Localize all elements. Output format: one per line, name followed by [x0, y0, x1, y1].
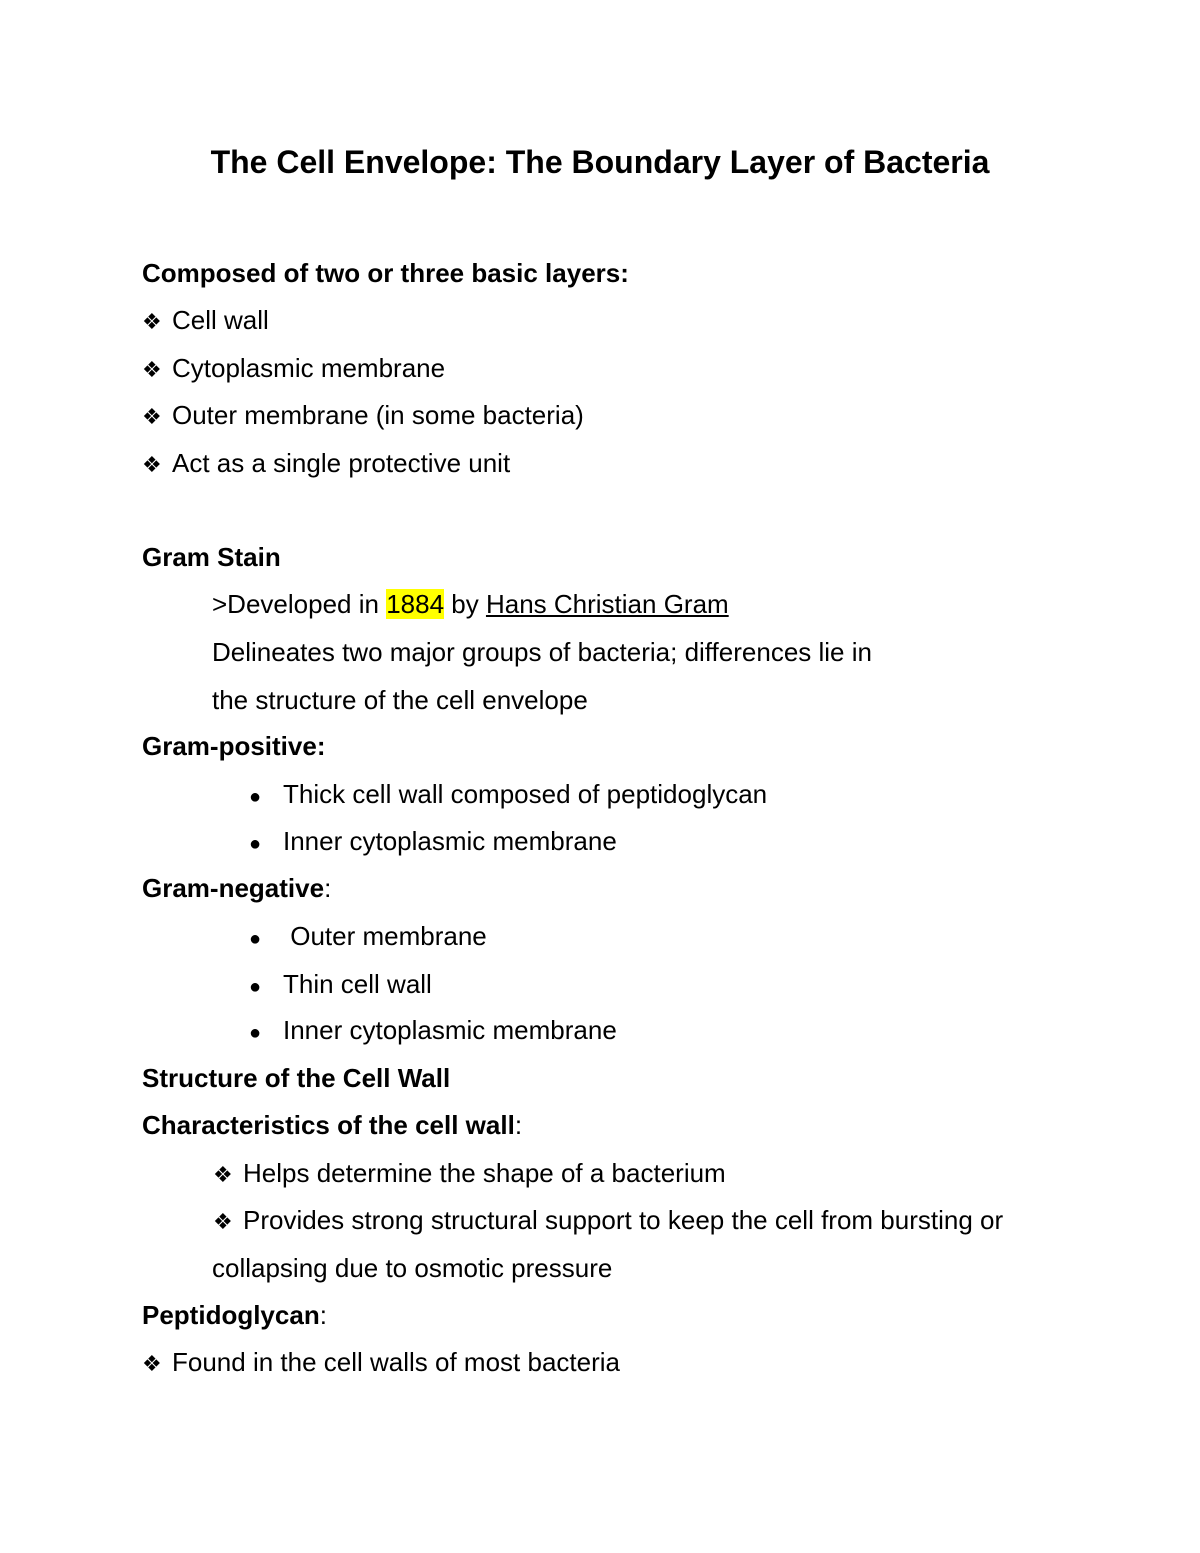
list-item-continuation: collapsing due to osmotic pressure — [212, 1253, 613, 1283]
list-item — [213, 1204, 1003, 1238]
diamond-bullet-icon: ❖ — [142, 309, 162, 334]
delineates-line-2: the structure of the cell envelope — [212, 685, 588, 715]
list-item-text: Helps determine the shape of a bacterium — [243, 1158, 726, 1188]
list-item-text: Thin cell wall — [283, 969, 432, 999]
list-item — [142, 447, 510, 481]
characteristics-heading: Characteristics of the cell wall — [142, 1110, 515, 1140]
diamond-bullet-icon: ❖ — [142, 452, 162, 477]
gram-positive-heading: Gram-positive: — [142, 731, 326, 761]
diamond-bullet-icon: ❖ — [142, 357, 162, 382]
list-item — [249, 1014, 617, 1049]
dot-bullet-icon: ● — [249, 786, 262, 808]
list-item — [142, 1346, 620, 1380]
highlighted-year: 1884 — [386, 589, 445, 619]
diamond-bullet-icon: ❖ — [142, 404, 162, 429]
list-item — [142, 352, 445, 386]
heading-colon: : — [514, 1110, 523, 1140]
gram-negative-heading-line — [142, 872, 331, 904]
list-item-text: Inner cytoplasmic membrane — [283, 1015, 617, 1045]
heading-colon: : — [319, 1300, 327, 1330]
list-item — [249, 778, 767, 813]
developed-prefix: >Developed in — [212, 589, 387, 619]
dot-bullet-icon: ● — [249, 976, 262, 998]
peptidoglycan-heading: Peptidoglycan — [142, 1300, 320, 1330]
list-item — [249, 920, 487, 955]
structure-heading: Structure of the Cell Wall — [142, 1063, 451, 1093]
developed-by: by — [444, 589, 486, 619]
scientist-name: Hans Christian Gram — [485, 589, 729, 619]
diamond-bullet-icon: ❖ — [142, 1351, 162, 1376]
list-item-text: Outer membrane — [283, 921, 487, 951]
list-item — [142, 304, 269, 338]
dot-bullet-icon: ● — [249, 833, 262, 855]
list-item-text: Inner cytoplasmic membrane — [283, 826, 617, 856]
delineates-line-1: Delineates two major groups of bacteria; differences lie in — [212, 637, 872, 667]
dot-bullet-icon: ● — [249, 1022, 262, 1044]
gram-stain-heading: Gram Stain — [142, 542, 281, 572]
list-item-text: Found in the cell walls of most bacteria — [172, 1347, 620, 1377]
list-item — [142, 399, 584, 433]
list-item — [213, 1157, 726, 1191]
list-item-text: Outer membrane (in some bacteria) — [172, 400, 584, 430]
heading-colon: : — [324, 873, 332, 903]
list-item-text: Thick cell wall composed of peptidoglycan — [283, 779, 768, 809]
developed-line — [212, 588, 729, 620]
composed-heading: Composed of two or three basic layers: — [142, 258, 629, 288]
list-item-text: Provides strong structural support to keep the cell from bursting or — [243, 1205, 1004, 1235]
list-item-text: Cell wall — [172, 305, 269, 335]
document-title: The Cell Envelope: The Boundary Layer of Bacteria — [210, 144, 990, 180]
dot-bullet-icon: ● — [249, 928, 262, 950]
list-item — [249, 968, 432, 1003]
gram-negative-heading: Gram-negative — [142, 873, 325, 903]
characteristics-heading-line — [142, 1109, 522, 1141]
peptidoglycan-heading-line — [142, 1299, 327, 1331]
list-item-text: Cytoplasmic membrane — [172, 353, 446, 383]
diamond-bullet-icon: ❖ — [213, 1162, 233, 1187]
list-item — [249, 825, 617, 860]
list-item-text: Act as a single protective unit — [172, 448, 511, 478]
diamond-bullet-icon: ❖ — [213, 1209, 233, 1234]
